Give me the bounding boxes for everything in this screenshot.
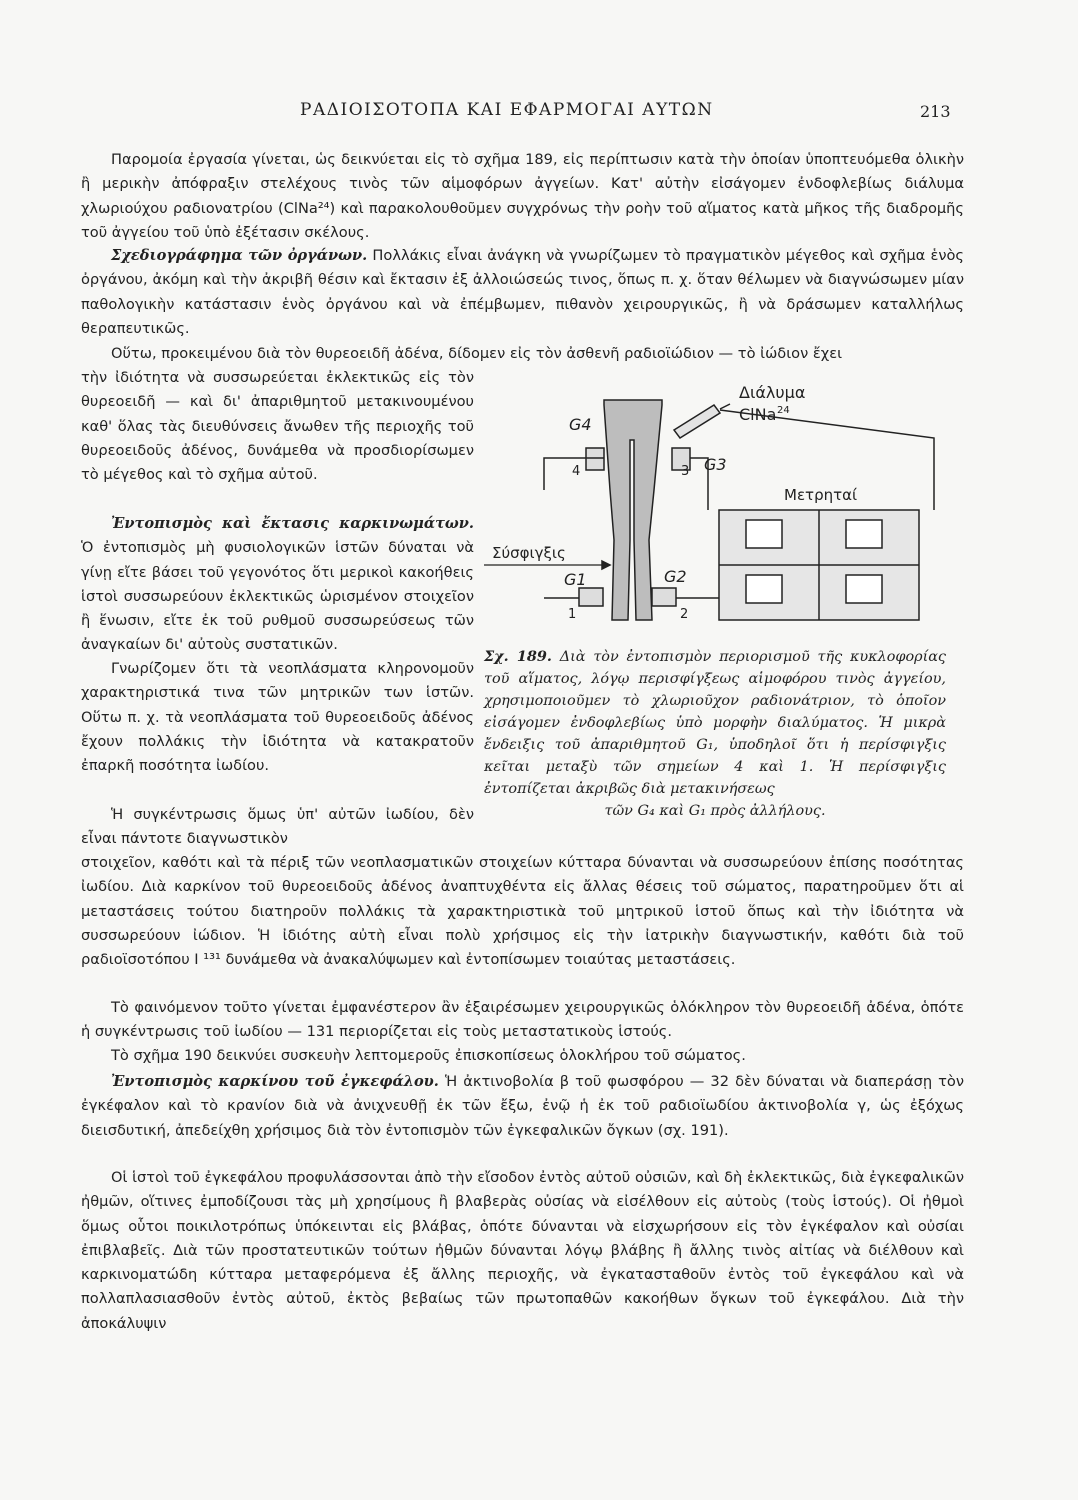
- marker-3: 3: [681, 464, 690, 479]
- paragraph-2-lead: Σχεδιογράφημα τῶν ὀργάνων.: [111, 247, 368, 264]
- label-sfigxis: Σύσφιγξις: [492, 544, 566, 562]
- marker-4: 4: [572, 464, 581, 479]
- running-title: ΡΑΔΙΟΙΣΟΤΟΠΑ ΚΑΙ ΕΦΑΡΜΟΓΑΙ ΑΥΤΩΝ: [300, 100, 714, 120]
- meter-1-icon: [746, 520, 782, 548]
- detector-g4-icon: [586, 448, 604, 470]
- label-g3: G3: [704, 455, 727, 474]
- label-clna: ClNa: [739, 405, 777, 424]
- paragraph-4-body: Ὁ ἐντοπισμὸς μὴ φυσιολογικῶν ἱστῶν δύναται νὰ γίνῃ εἴτε βάσει τοῦ γεγονότος ὅτι μερικοὶ κακοήθεις ἱστοὶ συσσωρεύουν ἐκλεκτικῶς ὡρισμένον στοιχεῖον ἢ ἕνωσιν, εἴτε ἐκ τοῦ ρυθμοῦ συσσωρεύσεως τῶν ἀναγκαίων δι' αὐτοὺς συστατικῶν.: [81, 539, 474, 654]
- label-g4: G4: [569, 415, 592, 434]
- paragraph-10: Οἱ ἱστοὶ τοῦ ἐγκεφάλου προφυλάσσονται ἀπὸ τὴν εἴσοδον ἐντὸς αὐτοῦ οὐσιῶν, καὶ δὴ ἐκλεκτικῶς, διὰ ἐγκεφαλικῶν ἠθμῶν, οἵτινες ἐμποδίζουσι τὰς μὴ χρησίμους ἢ βλαβερὰς οὐσίας νὰ εἰσέλθουν εἰς αὐτοὺς (τοὺς ἱστούς). Οἱ ἠθμοὶ ὅμως οὗτοι ποικιλοτρόπως ὑπόκεινται εἰς βλάβας, ὁπότε δύνανται νὰ εἰσχωρήσουν εἰς τὸν ἐγκέφαλον καὶ οὐσίαι ἐπιβλαβεῖς. Διὰ τῶν προστατευτικῶν τούτων ἠθμῶν δύνανται λόγῳ βλάβης ἢ ἄλλης τινὸς αἰτίας νὰ διέλθουν καὶ καρκινοματώδη κύτταρα μεταφερόμενα ἐξ ἄλλης περιοχῆς, νὰ ἐγκατασταθοῦν ἐντὸς τοῦ ἐγκεφάλου καὶ νὰ πολλαπλασιασθοῦν ἐντὸς αὐτοῦ, ἐκτὸς βεβαίως τῶν πρωτοπαθῶν κακοήθων ὄγκων τοῦ ἐγκεφάλου. Διὰ τὴν ἀποκάλυψιν: [81, 1169, 964, 1332]
- label-counters: Μετρηταί: [784, 486, 858, 504]
- marker-1: 1: [568, 607, 577, 622]
- caption-label: Σχ. 189.: [484, 648, 552, 665]
- label-g2: G2: [664, 567, 687, 586]
- paragraph-9-body: Ἡ ἀκτινοβολία β τοῦ φωσφόρου — 32 δὲν δύναται νὰ διαπεράσῃ τὸν ἐγκέφαλον καὶ τὸ κρανίον διὰ νὰ ἀνιχνευθῇ ἐκ τῶν ἔξω, ἐνῷ ἡ ἐκ τοῦ ραδιοϊωδίου ἀκτινοβολία γ, ὡς ἐξόχως διεισδυτική, ἀπεδείχθη χρήσιμος διὰ τὸν ἐντοπισμὸν τῶν ἐγκεφαλικῶν ὄγκων (σχ. 191).: [81, 1073, 965, 1139]
- label-g1: G1: [564, 570, 587, 589]
- meter-2-icon: [846, 520, 882, 548]
- detector-g2-icon: [652, 588, 676, 606]
- page-header: [0, 100, 1078, 130]
- paragraph-4-lead: Ἐντοπισμὸς καὶ ἔκτασις καρκινωμάτων.: [111, 515, 474, 532]
- label-clna-sup: 24: [777, 405, 790, 416]
- detector-g1-icon: [579, 588, 603, 606]
- paragraph-2-body: Πολλάκις εἶναι ἀνάγκη νὰ γνωρίζωμεν τὸ πραγματικὸν μέγεθος καὶ σχῆμα ἑνὸς ὀργάνου, ἀκόμη καὶ τὴν ἀκριβῆ θέσιν καὶ ἔκτασιν ἐξ ἀλλοιώσεώς τινος, ὅπως π. χ. ὅταν θέλωμεν νὰ διαγνώσωμεν μίαν παθολογικὴν κατάστασιν ἑνὸς ὀργάνου καὶ νὰ ἐπέμβωμεν, πιθανὸν χειρουργικῶς, ἢ νὰ δράσωμεν καταλλήλως θεραπευτικῶς.: [81, 247, 964, 337]
- meter-3-icon: [746, 575, 782, 603]
- paragraph-9: [81, 1070, 964, 1143]
- paragraph-8: Τὸ σχῆμα 190 δεικνύει συσκευὴν λεπτομεροῦς ἐπισκοπίσεως ὁλοκλήρου τοῦ σώματος.: [111, 1047, 746, 1064]
- paragraph-4: [81, 512, 474, 658]
- paragraph-6-column: Ἡ συγκέντρωσις ὅμως ὑπ' αὐτῶν ἰωδίου, δὲν εἶναι πάντοτε διαγνωστικὸν: [81, 806, 474, 848]
- paragraph-9-lead: Ἐντοπισμὸς καρκίνου τοῦ ἐγκεφάλου.: [111, 1073, 439, 1090]
- paragraph-1: Παρομοία ἐργασία γίνεται, ὡς δεικνύεται εἰς τὸ σχῆμα 189, εἰς περίπτωσιν κατὰ τὴν ὁποίαν ὑποπτευόμεθα ὁλικὴν ἢ μερικὴν ἀπόφραξιν στελέχους τινὸς τῶν αἱμοφόρων ἀγγείων. Κατ' αὐτὴν εἰσάγομεν ἐνδοφλεβίως διάλυμα χλωριούχου ραδιονατρίου (ClNa²⁴) καὶ παρακολουθοῦμεν συγχρόνως τὴν ροὴν τοῦ αἵματος κατὰ μῆκος τῆς διαδρομῆς τοῦ ἀγγείου τοῦ ὑπὸ ἐξέτασιν σκέλους.: [81, 151, 964, 241]
- paragraph-3-column: τὴν ἰδιότητα νὰ συσσωρεύεται ἐκλεκτικῶς εἰς τὸν θυρεοειδῆ — καὶ δι' ἀπαριθμητοῦ μετακινουμένου καθ' ὅλας τὰς διευθύνσεις ἄνωθεν τῆς περιοχῆς τοῦ θυρεοειδοῦς ἀδένος, δυνάμεθα νὰ προσδιορίσωμεν τὸ μέγεθος καὶ τὸ σχῆμα αὐτοῦ.: [81, 369, 474, 484]
- paragraph-5: Γνωρίζομεν ὅτι τὰ νεοπλάσματα κληρονομοῦν χαρακτηριστικά τινα τῶν μητρικῶν των ἱστῶν. Οὕτω π. χ. τὰ νεοπλάσματα τοῦ θυρεοειδοῦς ἀδένος ἔχουν πολλάκις τὴν ἰδιότητα νὰ κατακρατοῦν ἐπαρκῆ ποσότητα ἰωδίου.: [81, 660, 474, 775]
- paragraph-7: Τὸ φαινόμενον τοῦτο γίνεται ἐμφανέστερον ἂν ἐξαιρέσωμεν χειρουργικῶς ὁλόκληρον τὸν θυρεοειδῆ ἀδένα, ὁπότε ἡ συγκέντρωσις τοῦ ἰωδίου — 131 περιορίζεται εἰς τοὺς μεταστατικοὺς ἱστούς.: [81, 999, 964, 1041]
- marker-2: 2: [680, 607, 689, 622]
- figure-189-diagram: [484, 380, 964, 630]
- page-number: 213: [920, 102, 951, 121]
- figure-caption: [484, 646, 946, 822]
- paragraph-2: [81, 244, 964, 341]
- paragraph-3-intro: Οὕτω, προκειμένου διὰ τὸν θυρεοειδῆ ἀδένα, δίδομεν εἰς τὸν ἀσθενῆ ραδιοϊώδιον — τὸ ἰώδιον ἔχει: [111, 345, 843, 362]
- caption-text: Διὰ τὸν ἐντοπισμὸν περιορισμοῦ τῆς κυκλοφορίας τοῦ αἵματος, λόγῳ περισφίγξεως αἱμοφόρου τινὸς ἀγγείου, χρησιμοποιοῦμεν τὸ χλωριοῦχον ραδιονάτριον, τὸ ὁποῖον εἰσάγομεν ἐνδοφλεβίως ὑπὸ μορφὴν διαλύματος. Ἡ μικρὰ ἔνδειξις τοῦ ἀπαριθμητοῦ G₁, ὑποδηλοῖ ὅτι ἡ περίσφιγξις κεῖται μεταξὺ τῶν σημείων 4 καὶ 1. Ἡ περίσφιγξις ἐντοπίζεται ἀκριβῶς διὰ μετακινήσεως: [484, 649, 946, 797]
- meter-4-icon: [846, 575, 882, 603]
- caption-last-line: τῶν G₄ καὶ G₁ πρὸς ἀλλήλους.: [604, 803, 826, 819]
- paragraph-6: στοιχεῖον, καθότι καὶ τὰ πέριξ τῶν νεοπλασματικῶν στοιχείων κύτταρα δύνανται νὰ συσσωρεύουν ἐπίσης ποσότητας ἰωδίου. Διὰ καρκίνον τοῦ θυρεοειδοῦς ἀδένος ἀναπτυχθέντα εἰς ἄλλας θέσεις τοῦ σώματος, παρατηροῦμεν ὅτι αἱ μεταστάσεις τούτου διατηροῦν πολλάκις τὰ χαρακτηριστικὰ τοῦ μητρικοῦ ἱστοῦ ὅπως καὶ τὴν ἰδιότητα νὰ συσσωρεύουν ἰώδιον. Ἡ ἰδιότης αὐτὴ εἶναι πολὺ χρήσιμος εἰς τὴν ἰατρικὴν διαγνωστικήν, καθότι διὰ τοῦ ραδιοϊσοτόπου I ¹³¹ δυνάμεθα νὰ ἀνακαλύψωμεν καὶ ἐντοπίσωμεν τοιαύτας μεταστάσεις.: [81, 854, 964, 969]
- arrow-icon: [602, 561, 610, 569]
- label-solution: Διάλυμα: [739, 383, 806, 402]
- legs-illustration: [604, 400, 662, 620]
- syringe-icon: [674, 405, 720, 438]
